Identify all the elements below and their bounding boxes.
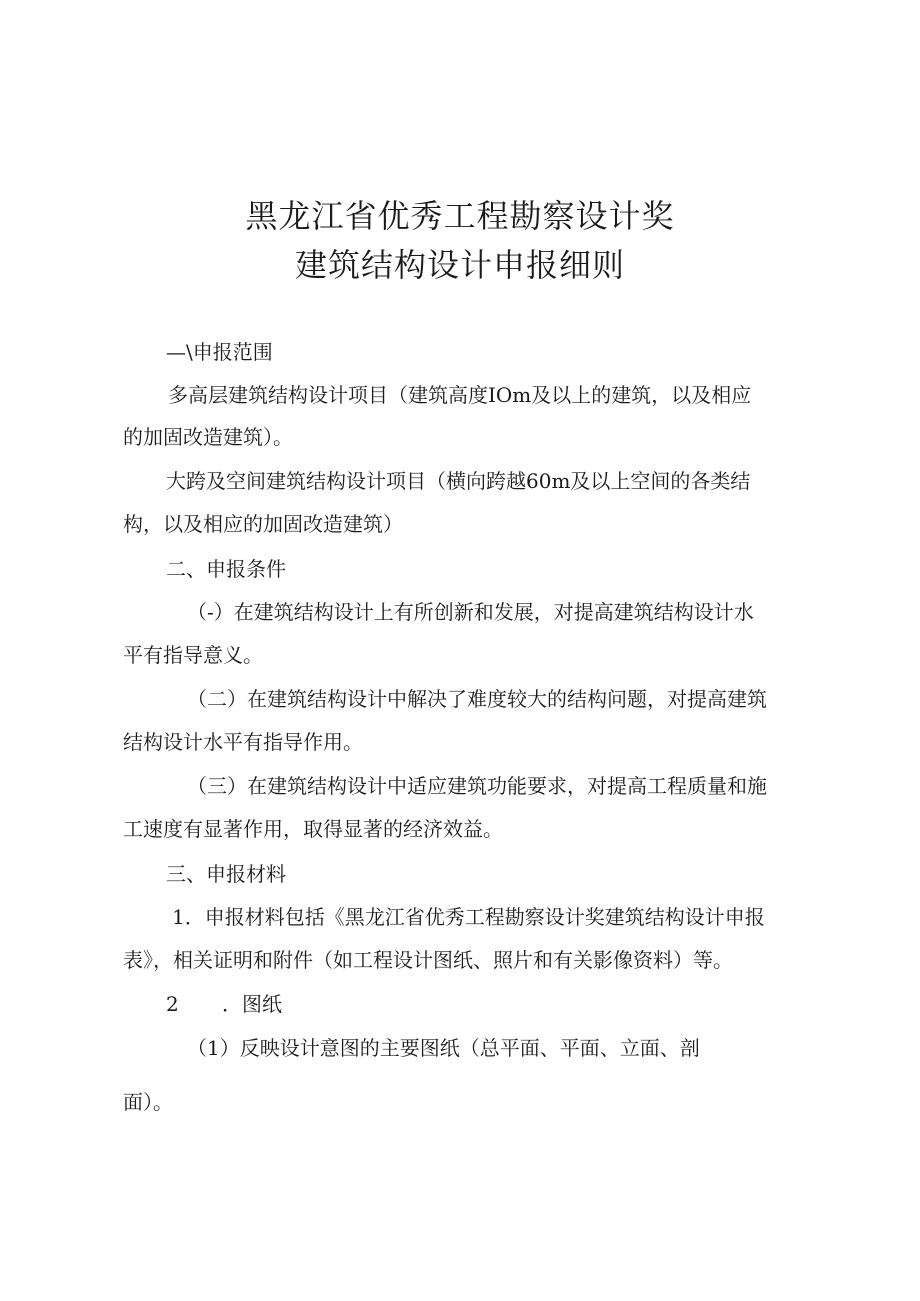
paragraph-line: 表》，相关证明和附件（如工程设计图纸、照片和有关影像资料）等。 [123,948,733,972]
list-item-label: ．图纸 [222,992,282,1016]
paragraph-line: （-）在建筑结构设计上有所创新和发展，对提高建筑结构设计水 [187,600,754,624]
paragraph-line: 多高层建筑结构设计项目（建筑高度IOm及以上的建筑，以及相应 [168,383,752,407]
paragraph-line: 平有指导意义。 [123,643,263,667]
paragraph-line: 的加固改造建筑）。 [123,425,293,449]
paragraph-line: 大跨及空间建筑结构设计项目（横向跨越60m及以上空间的各类结 [166,469,751,493]
paragraph-line: 1．申报材料包括《黑龙江省优秀工程勘察设计奖建筑结构设计申报 [172,905,765,929]
section-heading-conditions: 二、申报条件 [166,557,286,581]
paragraph-line: 构，以及相应的加固改造建筑） [123,512,403,536]
section-heading-scope: —\申报范围 [166,340,273,364]
paragraph-line: 工速度有显著作用，取得显著的经济效益。 [123,817,503,841]
section-heading-materials: 三、申报材料 [166,862,286,886]
paragraph-line: 结构设计水平有指导作用。 [123,730,363,754]
document-title-line2: 建筑结构设计申报细则 [294,246,625,284]
paragraph-line: （三）在建筑结构设计中适应建筑功能要求，对提高工程质量和施 [187,774,767,798]
paragraph-line: 面）。 [123,1090,173,1114]
list-number: 2 [166,992,179,1016]
paragraph-line: （二）在建筑结构设计中解决了难度较大的结构问题，对提高建筑 [187,687,767,711]
paragraph-line: （1）反映设计意图的主要图纸（总平面、平面、立面、剖 [187,1036,700,1060]
document-title-line1: 黑龙江省优秀工程勘察设计奖 [245,197,675,235]
